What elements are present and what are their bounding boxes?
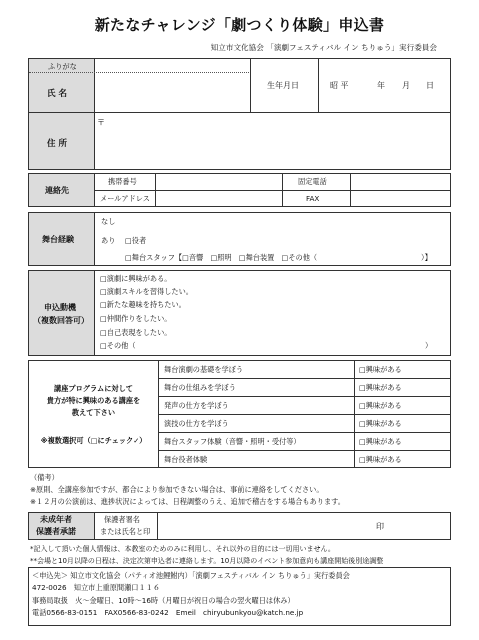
courses-label: 教えて下さい [71, 408, 116, 417]
motivation-option[interactable]: □新たな趣味を持ちたい。 [100, 300, 186, 309]
privacy-note: *記入して頂いた個人情報は、本教室のためのみに利用し、それ以外の目的には一切用いません。 [30, 545, 335, 553]
stage-experience-label: 舞台経験 [42, 235, 74, 244]
course-checkbox[interactable]: □興味がある [359, 365, 402, 374]
course-name: 舞台演劇の基礎を学ぼう [164, 365, 244, 374]
course-checkbox[interactable]: □興味がある [359, 455, 402, 464]
birth-date-field[interactable] [319, 59, 450, 111]
remarks-label: （備考） [30, 473, 59, 482]
contact-label: 連絡先 [45, 186, 69, 195]
furigana-field[interactable] [95, 59, 249, 72]
email-field[interactable] [156, 191, 281, 206]
guardian-signature-label: 保護者署名 [104, 515, 140, 524]
courses-label: 貴方が特に興味のある講座を [46, 396, 141, 405]
actor-checkbox[interactable]: □役者 [125, 236, 147, 245]
fax-field[interactable] [351, 191, 450, 206]
page-title: 新たなチャレンジ「劇つくり体験」申込書 [94, 16, 385, 34]
course-checkbox[interactable]: □興味がある [359, 437, 402, 446]
name-label: 氏 名 [47, 89, 67, 99]
experience-none-option[interactable]: なし [101, 217, 116, 226]
submission-line: 電話0566-83-0151 FAX0566-83-0242 Emeil chiryubunkyou@katch.ne.jp [32, 608, 304, 617]
mobile-field[interactable] [156, 174, 281, 189]
era-label: 昭 平 [330, 81, 349, 90]
fax-label: FAX [306, 194, 320, 203]
submission-line: 事務局取扱 火～金曜日、10時～16時（月曜日が祝日の場合の翌火曜日は休み） [32, 596, 295, 605]
month-label: 月 [402, 81, 410, 90]
course-checkbox[interactable]: □興味がある [359, 419, 402, 428]
motivation-sublabel: （複数回答可） [33, 316, 89, 325]
motivation-option[interactable]: □自己表現をしたい。 [100, 328, 172, 337]
day-label: 日 [426, 81, 434, 90]
motivation-option[interactable]: □その他（ [100, 341, 136, 350]
mobile-label: 携帯番号 [108, 177, 137, 186]
remarks-line: ※原則、全講座参加ですが、都合により参加できない場合は、事前に連絡をしてください。 [30, 485, 324, 494]
experience-yes-option[interactable]: あり [101, 236, 116, 245]
submission-line: 472-0026 知立市上重原間瀬口１１６ [32, 583, 161, 592]
motivation-option[interactable]: □演劇スキルを習得したい。 [100, 287, 193, 296]
course-name: 舞台スタッフ体験（音響・照明・受付等） [164, 437, 301, 446]
email-label: メールアドレス [100, 194, 150, 203]
guardian-signature-sublabel: または氏名と印 [100, 527, 151, 536]
stage-staff-checkboxes[interactable]: □舞台スタッフ【□音響 □照明 □舞台装置 □その他（ [125, 253, 318, 262]
address-field[interactable] [95, 113, 450, 169]
course-checkbox[interactable]: □興味がある [359, 383, 402, 392]
motivation-other-close: ） [425, 341, 433, 350]
courses-note: ※複数選択可（□にチェック✓） [40, 436, 147, 445]
submission-line: ＜申込先＞ 知立市文化協会（パティオ池鯉鮒内）「演劇フェスティバル イン ちりゅう」実行委員会 [32, 571, 350, 580]
motivation-option[interactable]: □演劇に興味がある。 [100, 274, 172, 283]
landline-label: 固定電話 [298, 177, 327, 186]
name-field[interactable] [95, 73, 249, 111]
remarks-line: ※１２月の公演前は、進捗状況によっては、日程調整のうえ、追加で稽古をする場合もあります。 [30, 497, 345, 506]
name-label-cell [29, 59, 94, 169]
course-name: 発声の仕方を学ぼう [164, 401, 229, 410]
course-name: 舞台役者体験 [164, 455, 208, 464]
course-checkbox[interactable]: □興味がある [359, 401, 402, 410]
course-name: 演技の仕方を学ぼう [164, 419, 229, 428]
organizer: 知立市文化協会 「演劇フェスティバル イン ちりゅう」実行委員会 [210, 43, 437, 52]
landline-field[interactable] [351, 174, 450, 189]
motivation-label: 申込動機 [44, 303, 76, 312]
guardian-label: 未成年者 [40, 515, 72, 524]
courses-label: 講座プログラムに対して [54, 384, 133, 393]
motivation-option[interactable]: □仲間作りをしたい。 [100, 314, 172, 323]
birth-date-label: 生年月日 [267, 81, 299, 90]
seal-mark: 印 [376, 522, 384, 531]
postal-mark: 〒 [97, 118, 105, 127]
guardian-signature-field[interactable] [158, 513, 450, 539]
address-label: 住 所 [47, 139, 67, 149]
year-label: 年 [377, 81, 385, 90]
course-name: 舞台の仕組みを学ぼう [164, 383, 236, 392]
stage-staff-close: ）】 [421, 253, 432, 262]
furigana-label: ふりがな [48, 62, 77, 71]
guardian-sublabel: 保護者承諾 [36, 527, 76, 536]
schedule-note: **会場と10月以降の日程は、決定次第申込者に連絡します。10月以降のイベント参加意向も講座開始後別途調整 [30, 557, 384, 565]
